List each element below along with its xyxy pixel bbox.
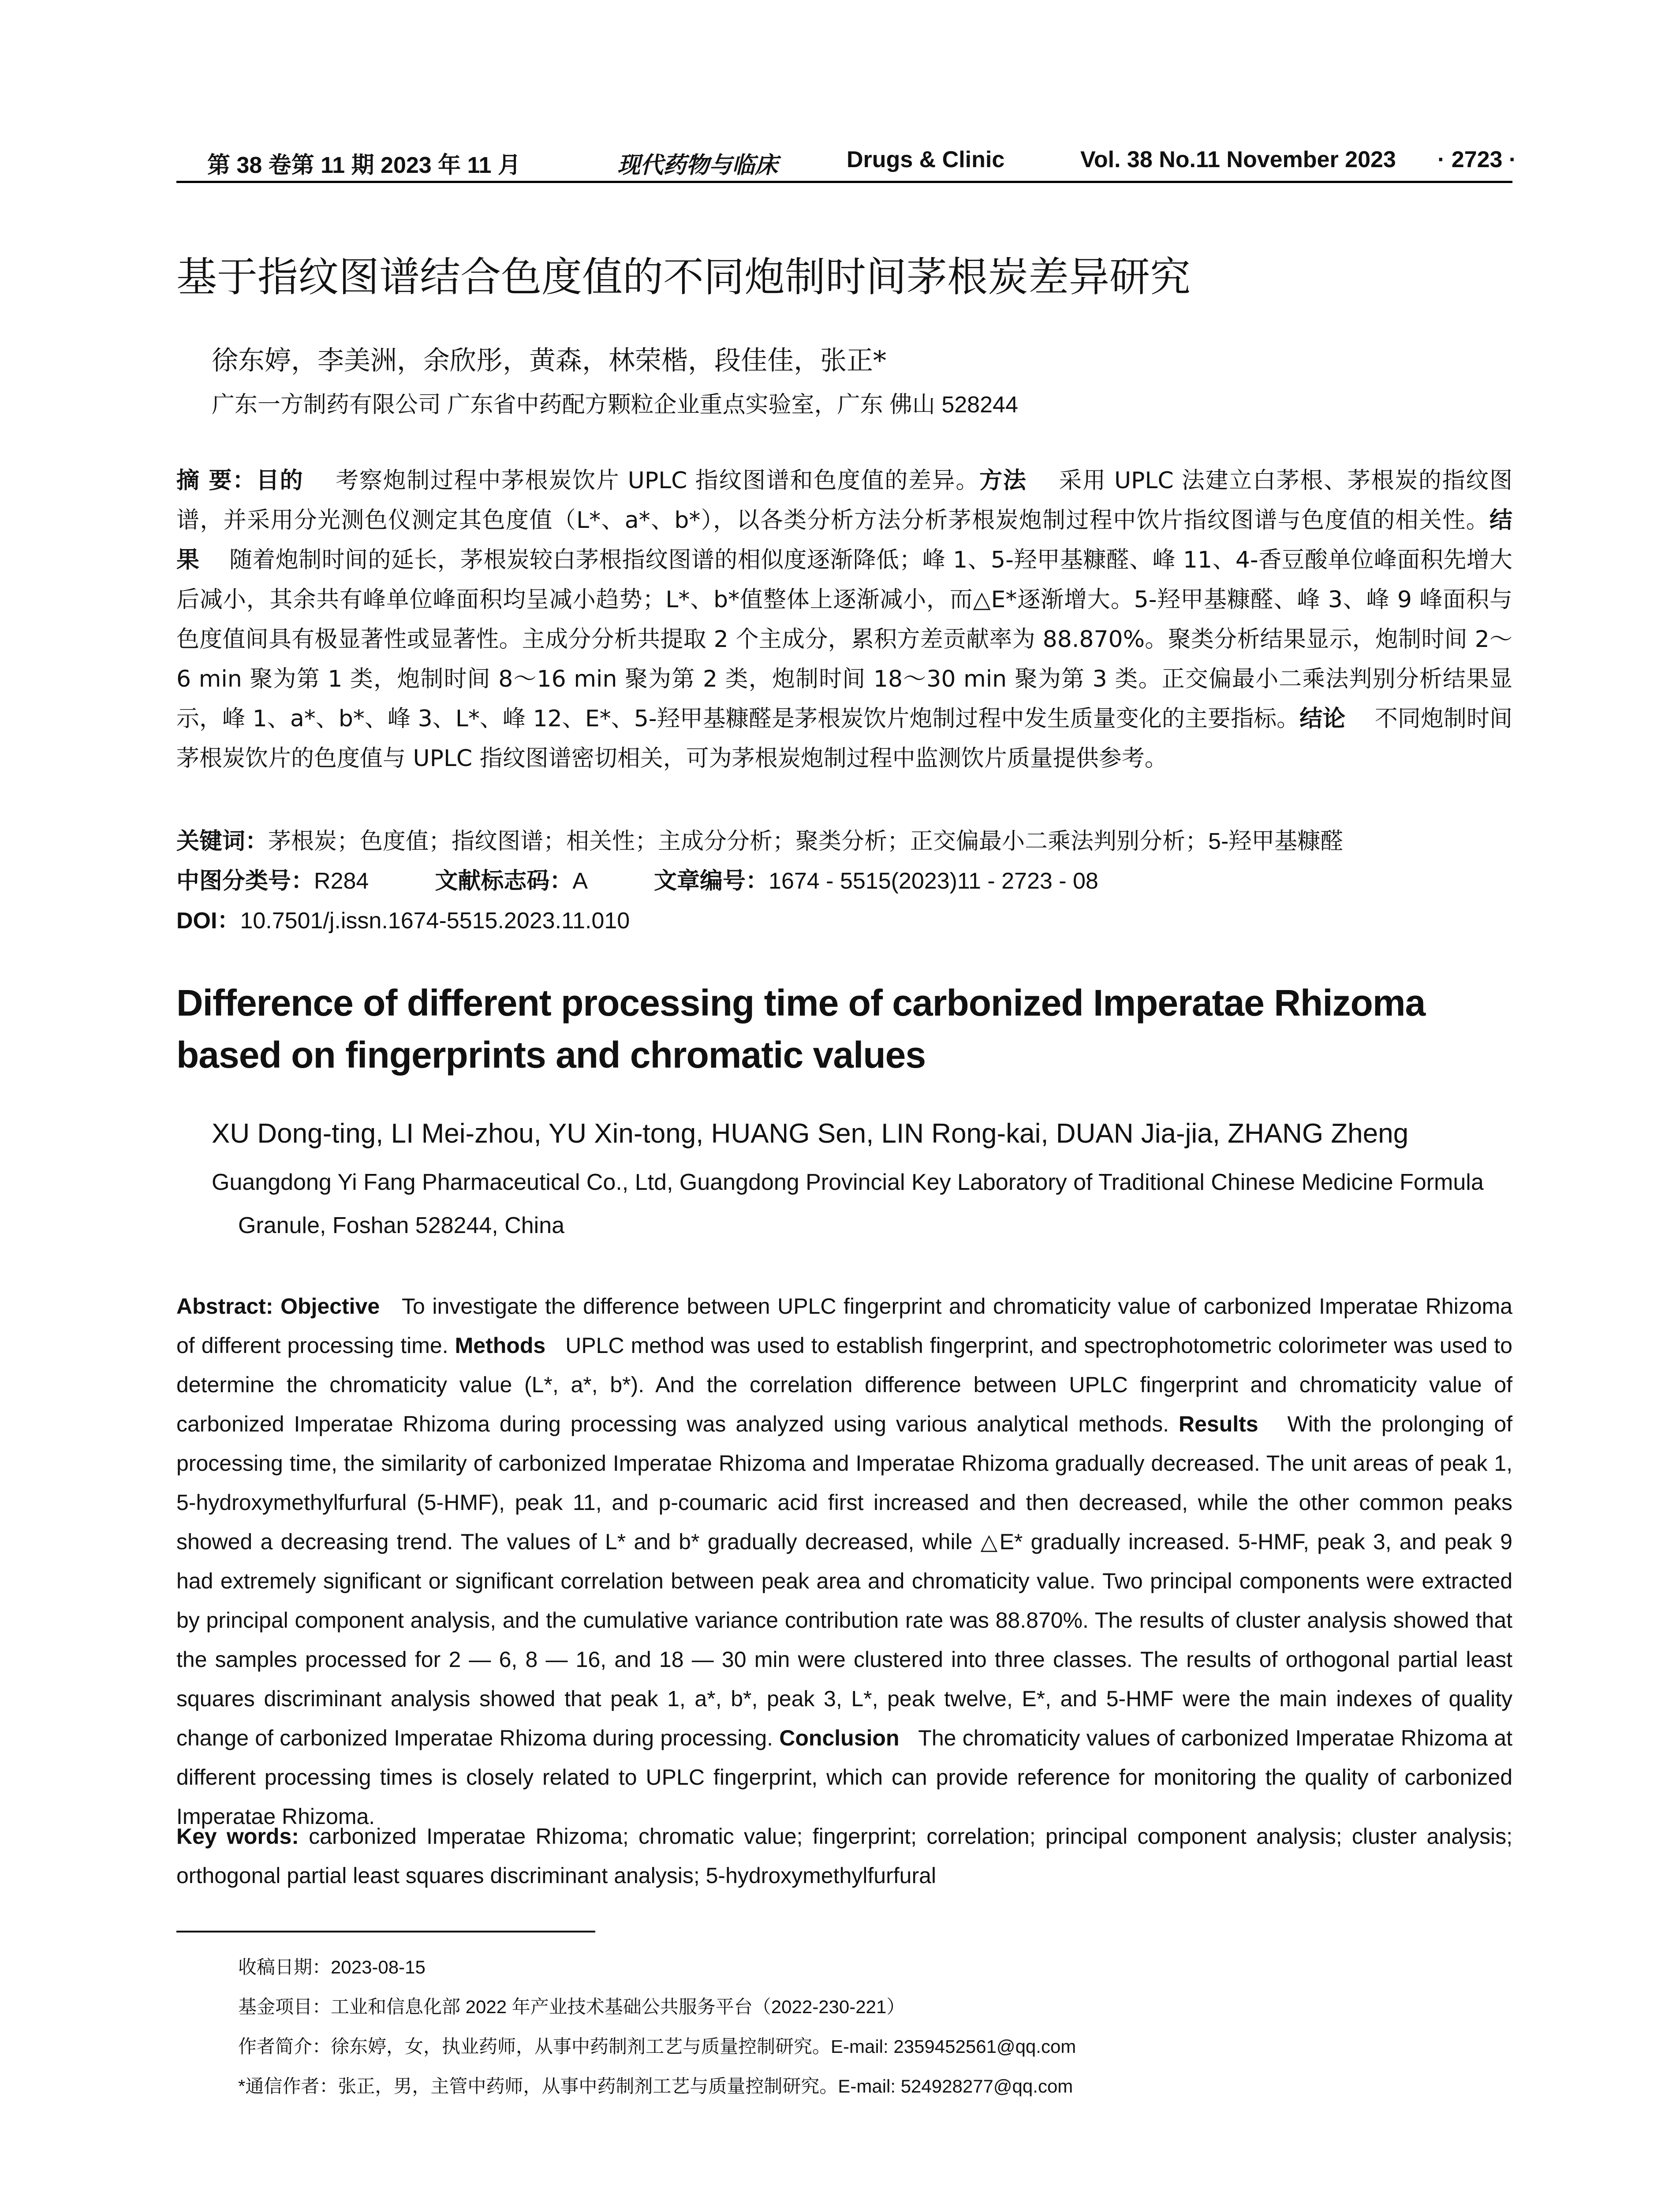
- clc-label: 中图分类号：: [176, 868, 314, 894]
- english-authors: XU Dong-ting, LI Mei-zhou, YU Xin-tong, HUANG Sen, LIN Rong-kai, DUAN Jia-jia, ZHANG Zheng: [212, 1118, 1409, 1149]
- en-abstract-label: Abstract:: [176, 1294, 273, 1319]
- en-conclusion-text: The chromaticity values of carbonized Imperatae Rhizoma at different processing times is closely related to UPLC fingerprint, which can provide reference for monitoring the quality of carbonized Imperatae Rhizoma.: [176, 1726, 1512, 1829]
- footnote-divider: [176, 1931, 595, 1932]
- chinese-title: 基于指纹图谱结合色度值的不同炮制时间茅根炭差异研究: [176, 254, 1191, 301]
- en-methods-text: UPLC method was used to establish fingerprint, and spectrophotometric colorimeter was used to determine the chromaticity value (L*, a*, b*). And the correlation difference between UPLC fingerprint and chromaticity value of carbonized Imperatae Rhizoma during processing was analyzed using various analytical methods.: [176, 1333, 1512, 1436]
- objective-text: 考察炮制过程中茅根炭饮片 UPLC 指纹图谱和色度值的差异。: [336, 467, 980, 494]
- doccode-label: 文献标志码：: [435, 868, 573, 894]
- doccode-value: A: [572, 868, 588, 894]
- author-bio: 作者简介：徐东婷，女，执业药师，从事中药制剂工艺与质量控制研究。E-mail: 2359452561@qq.com: [238, 2036, 1076, 2057]
- chinese-abstract: [176, 461, 1512, 778]
- methods-label: 方法: [979, 467, 1027, 494]
- english-title: Difference of different processing time of carbonized Imperatae Rhizoma based on fingerprints and chromatic values: [176, 982, 1426, 1076]
- results-label: 结果: [176, 507, 1512, 573]
- classification-line: [176, 862, 1098, 895]
- conclusion-label: 结论: [1299, 706, 1346, 732]
- journal-name-en: Drugs & Clinic: [847, 147, 1005, 172]
- articleno-label: 文章编号：: [654, 868, 769, 894]
- clc-value: R284: [314, 868, 369, 894]
- fund-note: 基金项目：工业和信息化部 2022 年产业技术基础公共服务平台（2022-230-221）: [238, 1996, 905, 2017]
- keywords-text: 茅根炭；色度值；指纹图谱；相关性；主成分分析；聚类分析；正交偏最小二乘法判别分析；5-羟甲基糠醛: [268, 829, 1344, 854]
- chinese-affiliation: 广东一方制药有限公司 广东省中药配方颗粒企业重点实验室，广东 佛山 528244: [212, 392, 1018, 418]
- en-keywords-label: Key words:: [176, 1824, 299, 1849]
- conclusion-text: 不同炮制时间茅根炭饮片的色度值与 UPLC 指纹图谱密切相关，可为茅根炭炮制过程中监测饮片质量提供参考。: [176, 706, 1512, 772]
- volume-info: Vol. 38 No.11 November 2023: [1080, 147, 1396, 172]
- results-text: 随着炮制时间的延长，茅根炭较白茅根指纹图谱的相似度逐渐降低；峰 1、5-羟甲基糠醛、峰 11、4-香豆酸单位峰面积先增大后减小，其余共有峰单位峰面积均呈减小趋势；L*、b*值整体上逐渐减小，而△E*逐渐增大。5-羟甲基糠醛、峰 3、峰 9 峰面积与色度值间具有极显著性或显著性。主成分分析共提取 2 个主成分，累积方差贡献率为 88.870%。聚类分析结果显示，炮制时间 2～6 min 聚为第 1 类，炮制时间 8～16 min 聚为第 2 类，炮制时间 18～30 min 聚为第 3 类。正交偏最小二乘法判别分析结果显示，峰 1、a*、b*、峰 3、L*、峰 12、E*、5-羟甲基糠醛是茅根炭饮片炮制过程中发生质量变化的主要指标。: [176, 547, 1512, 732]
- english-affiliation-line1: Guangdong Yi Fang Pharmaceutical Co., Ltd, Guangdong Provincial Key Laboratory of Traditional Chinese Medicine Formula: [212, 1170, 1484, 1195]
- english-abstract: [176, 1287, 1512, 1836]
- doi-line: [176, 902, 630, 935]
- methods-text: 采用 UPLC 法建立白茅根、茅根炭的指纹图谱，并采用分光测色仪测定其色度值（L*、a*、b*），以各类分析方法分析茅根炭炮制过程中饮片指纹图谱与色度值的相关性。: [176, 467, 1512, 534]
- en-objective-text: To investigate the difference between UPLC fingerprint and chromaticity value of carbonized Imperatae Rhizoma of different processing time.: [176, 1294, 1512, 1358]
- en-keywords-text: carbonized Imperatae Rhizoma; chromatic value; fingerprint; correlation; principal component analysis; cluster analysis; orthogonal partial least squares discriminant analysis; 5-hydroxymethylfurfural: [176, 1824, 1512, 1888]
- page-number: · 2723 ·: [1437, 147, 1517, 172]
- corresponding-author: *通信作者：张正，男，主管中药师，从事中药制剂工艺与质量控制研究。E-mail: 524928277@qq.com: [238, 2076, 1073, 2097]
- en-objective-label: Objective: [280, 1294, 380, 1319]
- received-date: 收稿日期：2023-08-15: [238, 1957, 426, 1977]
- keywords-label: 关键词：: [176, 829, 269, 854]
- objective-label: 目的: [256, 467, 304, 494]
- running-header: [176, 141, 1517, 183]
- en-results-text: With the prolonging of processing time, the similarity of carbonized Imperatae Rhizoma and Imperatae Rhizoma gradually decreased. The unit areas of peak 1, 5-hydroxymethylfurfural (5-HMF), peak 11, and p-coumaric acid first increased and then decreased, while the other common peaks showed a decreasing trend. The values of L* and b* gradually decreased, while △E* gradually increased. 5-HMF, peak 3, and peak 9 had extremely significant or significant correlation between peak area and chromaticity value. Two principal components were extracted by principal component analysis, and the cumulative variance contribution rate was 88.870%. The results of cluster analysis showed that the samples processed for 2 — 6, 8 — 16, and 18 — 30 min were clustered into three classes. The results of orthogonal partial least squares discriminant analysis showed that peak 1, a*, b*, peak 3, L*, peak twelve, E*, and 5-HMF were the main indexes of quality change of carbonized Imperatae Rhizoma during processing.: [176, 1412, 1512, 1750]
- doi-value[interactable]: 10.7501/j.issn.1674-5515.2023.11.010: [240, 908, 630, 934]
- chinese-authors: 徐东婷，李美洲，余欣彤，黄森，林荣楷，段佳佳，张正*: [212, 345, 886, 376]
- chinese-keywords: [176, 822, 1343, 856]
- articleno-value: 1674 - 5515(2023)11 - 2723 - 08: [769, 868, 1098, 894]
- issue-info: 第 38 卷第 11 期 2023 年 11 月: [207, 153, 521, 178]
- doi-label: DOI：: [176, 908, 240, 934]
- en-methods-label: Methods: [455, 1333, 546, 1358]
- english-affiliation-line2: Granule, Foshan 528244, China: [238, 1213, 565, 1238]
- english-affiliation: [212, 1161, 1512, 1247]
- en-conclusion-label: Conclusion: [779, 1726, 900, 1750]
- english-keywords: [176, 1817, 1512, 1895]
- en-results-label: Results: [1179, 1412, 1258, 1436]
- abstract-label: 摘 要：: [176, 467, 256, 494]
- journal-name-cn: 现代药物与临床: [617, 152, 778, 179]
